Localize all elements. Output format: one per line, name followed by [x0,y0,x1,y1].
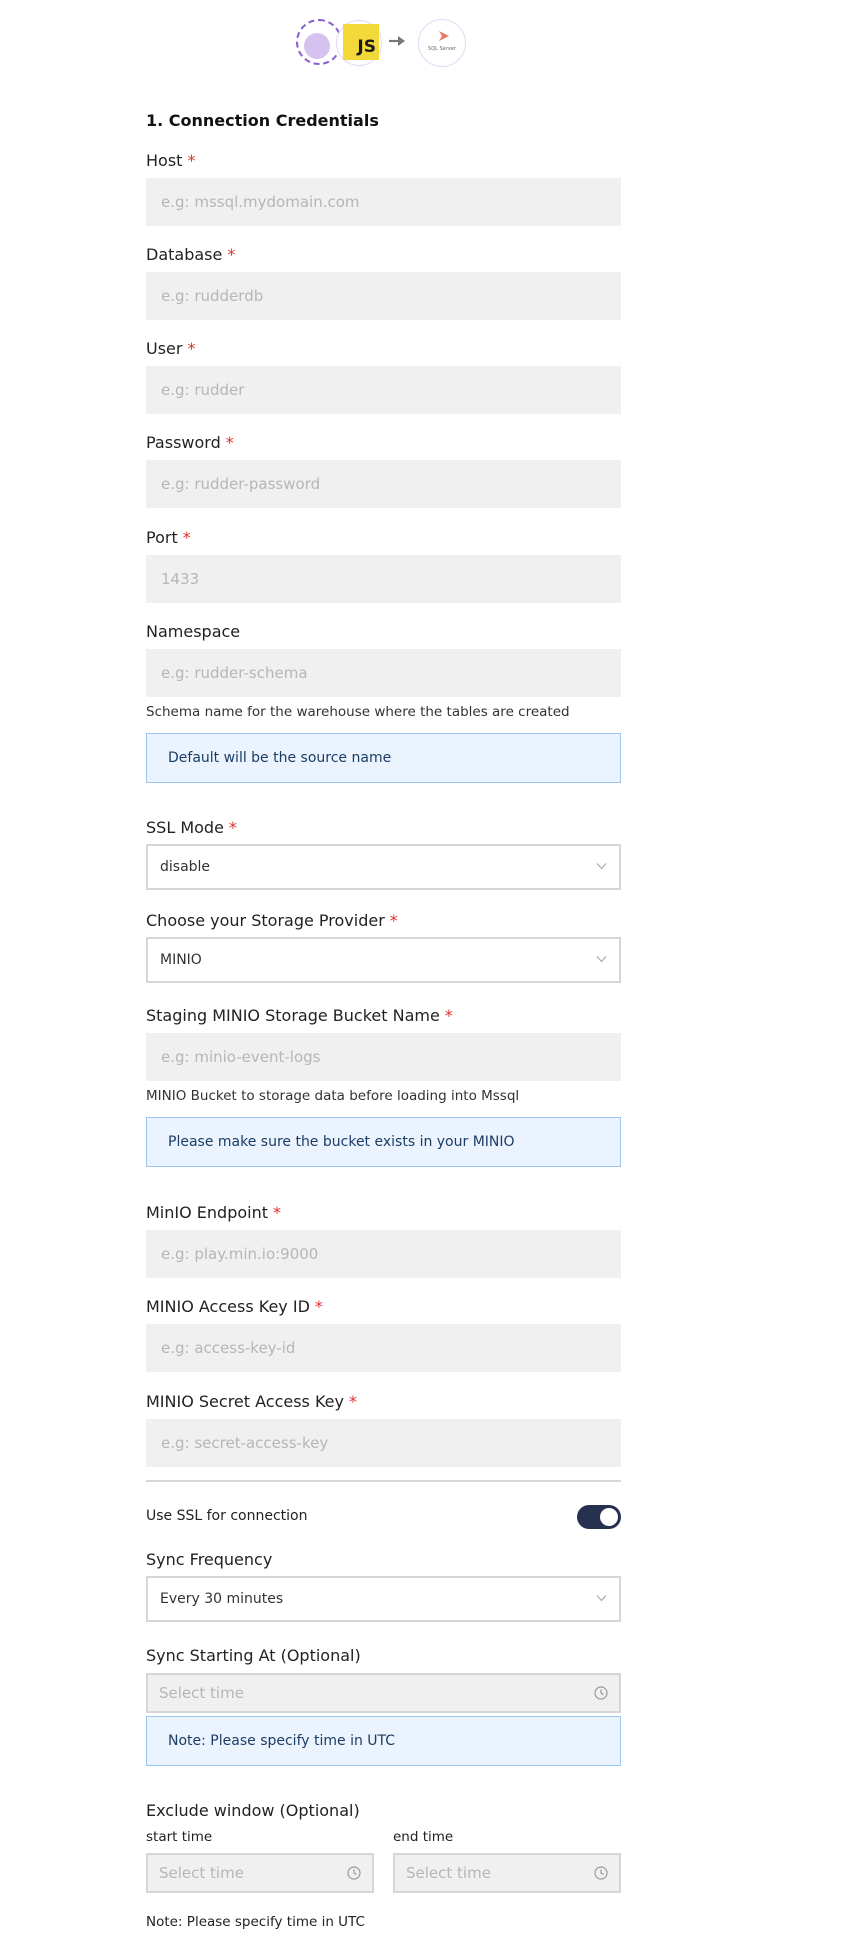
database-input[interactable] [146,272,621,320]
chevron-down-icon [596,955,607,963]
clock-icon [347,1866,361,1880]
database-label: Database * [146,245,236,264]
use-ssl-label: Use SSL for connection [146,1508,308,1524]
bucket-info-box: Please make sure the bucket exists in your MINIO [146,1117,621,1167]
required-mark: * [187,151,196,170]
ssl-mode-label: SSL Mode * [146,818,237,837]
toggle-knob [600,1508,618,1526]
use-ssl-toggle[interactable] [577,1505,621,1529]
sync-frequency-label: Sync Frequency [146,1550,273,1569]
namespace-info-box: Default will be the source name [146,733,621,783]
password-input[interactable] [146,460,621,508]
start-time-label: start time [146,1829,213,1845]
exclude-window-note: Note: Please specify time in UTC [146,1914,365,1930]
namespace-help-text: Schema name for the warehouse where the tables are created [146,704,570,720]
required-mark: * [225,433,234,452]
minio-endpoint-label: MinIO Endpoint * [146,1203,281,1222]
ssl-mode-select[interactable] [146,844,621,890]
host-input[interactable] [146,178,621,226]
access-key-id-input[interactable] [146,1324,621,1372]
required-mark: * [187,339,196,358]
required-mark: * [314,1297,323,1316]
arrow-right-icon [388,33,406,49]
sync-starting-at-placeholder: Select time [159,1684,244,1702]
section-title: 1. Connection Credentials [146,111,379,130]
minio-endpoint-input[interactable] [146,1230,621,1278]
sync-starting-at-time-picker[interactable] [146,1673,621,1713]
chevron-down-icon [596,862,607,870]
chevron-down-icon [596,1594,607,1602]
sync-frequency-select[interactable] [146,1576,621,1622]
sync-starting-at-label: Sync Starting At (Optional) [146,1646,361,1665]
bucket-help-text: MINIO Bucket to storage data before loading into Mssql [146,1088,520,1104]
exclude-start-placeholder: Select time [159,1864,244,1882]
sql-server-label: SQL Server [428,46,456,52]
namespace-label: Namespace [146,622,241,641]
exclude-window-label: Exclude window (Optional) [146,1801,360,1820]
source-placeholder-icon [304,33,330,59]
sql-server-icon [438,30,450,42]
required-mark: * [348,1392,357,1411]
secret-access-key-input[interactable] [146,1419,621,1467]
access-key-id-label: MINIO Access Key ID * [146,1297,323,1316]
exclude-end-time-picker[interactable] [393,1853,621,1893]
connection-logos [296,18,476,70]
port-input[interactable] [146,555,621,603]
secret-access-key-label: MINIO Secret Access Key * [146,1392,357,1411]
storage-provider-value: MINIO [160,952,202,968]
namespace-input[interactable] [146,649,621,697]
ssl-mode-value: disable [160,859,211,875]
required-mark: * [182,528,191,547]
bucket-name-label: Staging MINIO Storage Bucket Name * [146,1006,453,1025]
sql-server-logo [418,19,466,67]
exclude-start-time-picker[interactable] [146,1853,374,1893]
storage-provider-select[interactable] [146,937,621,983]
required-mark: * [389,911,398,930]
user-input[interactable] [146,366,621,414]
user-label: User * [146,339,196,358]
required-mark: * [444,1006,453,1025]
clock-icon [594,1866,608,1880]
js-logo-icon: JS [343,24,379,60]
required-mark: * [273,1203,281,1222]
password-label: Password * [146,433,234,452]
sync-frequency-value: Every 30 minutes [160,1591,284,1607]
host-label: Host * [146,151,196,170]
required-mark: * [227,245,236,264]
required-mark: * [228,818,237,837]
end-time-label: end time [393,1829,454,1845]
exclude-end-placeholder: Select time [406,1864,491,1882]
sync-starting-at-info-box: Note: Please specify time in UTC [146,1716,621,1766]
storage-provider-label: Choose your Storage Provider * [146,911,398,930]
divider [146,1480,621,1482]
bucket-name-input[interactable] [146,1033,621,1081]
clock-icon [594,1686,608,1700]
port-label: Port * [146,528,191,547]
